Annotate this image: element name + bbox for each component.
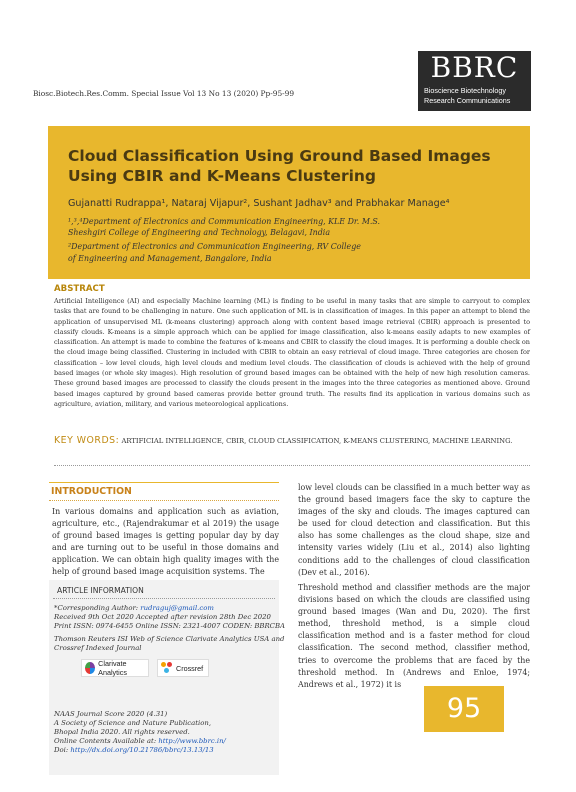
logo-line-1: Bioscience Biotechnology (424, 86, 506, 95)
clarivate-label: Clarivate Analytics (98, 659, 127, 677)
affiliation-line: ²Department of Electronics and Communication Engineering, RV College (68, 242, 361, 251)
journal-url-link[interactable]: http://www.bbrc.in/ (158, 737, 226, 745)
intro-right-paragraph-1: low level clouds can be classified in a much better way as the ground based imagers face the sky to capture the images of the sky and clouds. The images captured can be used for cloud detection and classification. But this also has some challenges as the cloud shape, size and intensity varies widely (Liu et al., 2014) also lighting conditions add to the challenges of cloud classification (Dev et al., 2016). (298, 483, 530, 577)
naas-score: NAAS Journal Score 2020 (4.31) (54, 710, 168, 718)
crossref-badge (157, 659, 209, 677)
introduction-heading: INTRODUCTION (49, 482, 279, 500)
journal-reference: Biosc.Biotech.Res.Comm. Special Issue Vol 13 No 13 (2020) Pp-95-99 (33, 89, 295, 98)
authors: Gujanatti Rudrappa¹, Nataraj Vijapur², Sushant Jadhav³ and Prabhakar Manage⁴ (68, 198, 450, 209)
title-line-1: Cloud Classification Using Ground Based Images (68, 147, 491, 165)
keywords-text: ARTIFICIAL INTELLIGENCE, CBIR, CLOUD CLASSIFICATION, K-MEANS CLUSTERING, MACHINE LEARNING. (121, 437, 513, 445)
bbrc-logo (418, 51, 531, 111)
keywords (54, 436, 530, 446)
society-line: A Society of Science and Nature Publication, (54, 719, 212, 727)
abstract-heading: ABSTRACT (54, 284, 105, 294)
paper-title (68, 146, 508, 186)
affiliation-line: of Engineering and Management, Bangalore, India (68, 254, 272, 263)
title-line-2: Using CBIR and K-Means Clustering (68, 167, 377, 185)
heading-rule (49, 500, 279, 501)
rights-line: Bhopal India 2020. All rights reserved. (54, 728, 190, 736)
crossref-label: Crossref (176, 663, 204, 673)
keywords-label: KEY WORDS: (54, 435, 120, 446)
clarivate-icon (85, 662, 95, 674)
intro-right-paragraph-2: Threshold method and classifier methods are the major divisions based on which the clouds are classified using ground based images (Wan and Du, 2020). The first method, threshold method, is a simple cloud classification method and is a faster method for cloud classification. The second method, classifier method, tries to overcome the problems that are faced by the threshold method. In (Andrews and Enloe, 1974; Andrews et al., 1972) it is (298, 583, 530, 689)
doi-label: Doi: (54, 746, 71, 754)
corresponding-author (54, 604, 214, 613)
title-block (48, 126, 530, 279)
affiliation-line: Sheshgiri College of Engineering and Technology, Belagavi, India (68, 228, 331, 237)
article-information-box (49, 580, 285, 775)
corresponding-label: *Corresponding Author: (54, 604, 141, 612)
received-dates: Received 9th Oct 2020 Accepted after revision 28th Dec 2020 (54, 613, 271, 621)
clarivate-badge (81, 659, 149, 677)
doi-link[interactable]: http://dx.doi.org/10.21786/bbrc/13.13/13 (70, 746, 214, 754)
intro-left-paragraph: In various domains and application such as aviation, agriculture, etc., (Rajendrakumar et al 2019) the usage of ground based images is getting popular day by day and are turning out to be useful in those domains and application. We can obtain high quality images with the help of ground based image acquisition systems. The (52, 507, 279, 577)
issn-line: Print ISSN: 0974-6455 Online ISSN: 2321-4007 CODEN: BBRCBA (54, 622, 285, 630)
article-info-heading: ARTICLE INFORMATION (57, 586, 144, 595)
online-contents (54, 737, 226, 746)
doi-line (54, 746, 214, 755)
affiliation-line: ¹,³,⁴Department of Electronics and Communication Engineering, KLE Dr. M.S. (68, 217, 381, 226)
crossref-icon (161, 662, 173, 674)
abstract-text: Artificial Intelligence (AI) and especially Machine learning (ML) is finding to be useful in many tasks that are simple to carryout to complex tasks that are found to be challenging in nature. One such application of ML is in classification of images. In this paper an attempt to blend the application of unsupervised ML (k-means clustering) approach along with content based image retrieval (CBIR) approach is presented to classify clouds. K-means is a simple approach which can be applied for image classification, also k-means easily adapts to new examples of classification. An attempt is made to combine the features of k-means and CBIR to classify the cloud images. It is performing a double check on the cloud image being classified. Clustering in included with CBIR to obtain an easy retrieval of cloud image. Three categories are chosen for classification – low level clouds, high level clouds and medium level clouds. The classification of clouds is achieved with the help of ground based images (or whole sky images). High resolution of ground based images can be obtained with the help of new high resolution cameras. These ground based images are processed to classify the clouds present in the images into the three categories as mentioned above. Ground based images captured by ground based cameras provide better ground truth. The results find its application in various domains such as agriculture, aviation, military, and various meteorological applications. (54, 297, 530, 408)
info-divider (53, 598, 275, 599)
section-divider (54, 465, 530, 466)
corresponding-email-link[interactable]: rudraguj@gmail.com (140, 604, 214, 612)
indexing-line-2: Crossref Indexed Journal (54, 644, 142, 652)
logo-line-2: Research Communications (424, 96, 511, 105)
logo-name: BBRC (430, 51, 519, 84)
page-number: 95 (424, 686, 504, 732)
indexing-line-1: Thomson Reuters ISI Web of Science Clarivate Analytics USA and (54, 635, 285, 643)
online-label: Online Contents Available at: (54, 737, 159, 745)
